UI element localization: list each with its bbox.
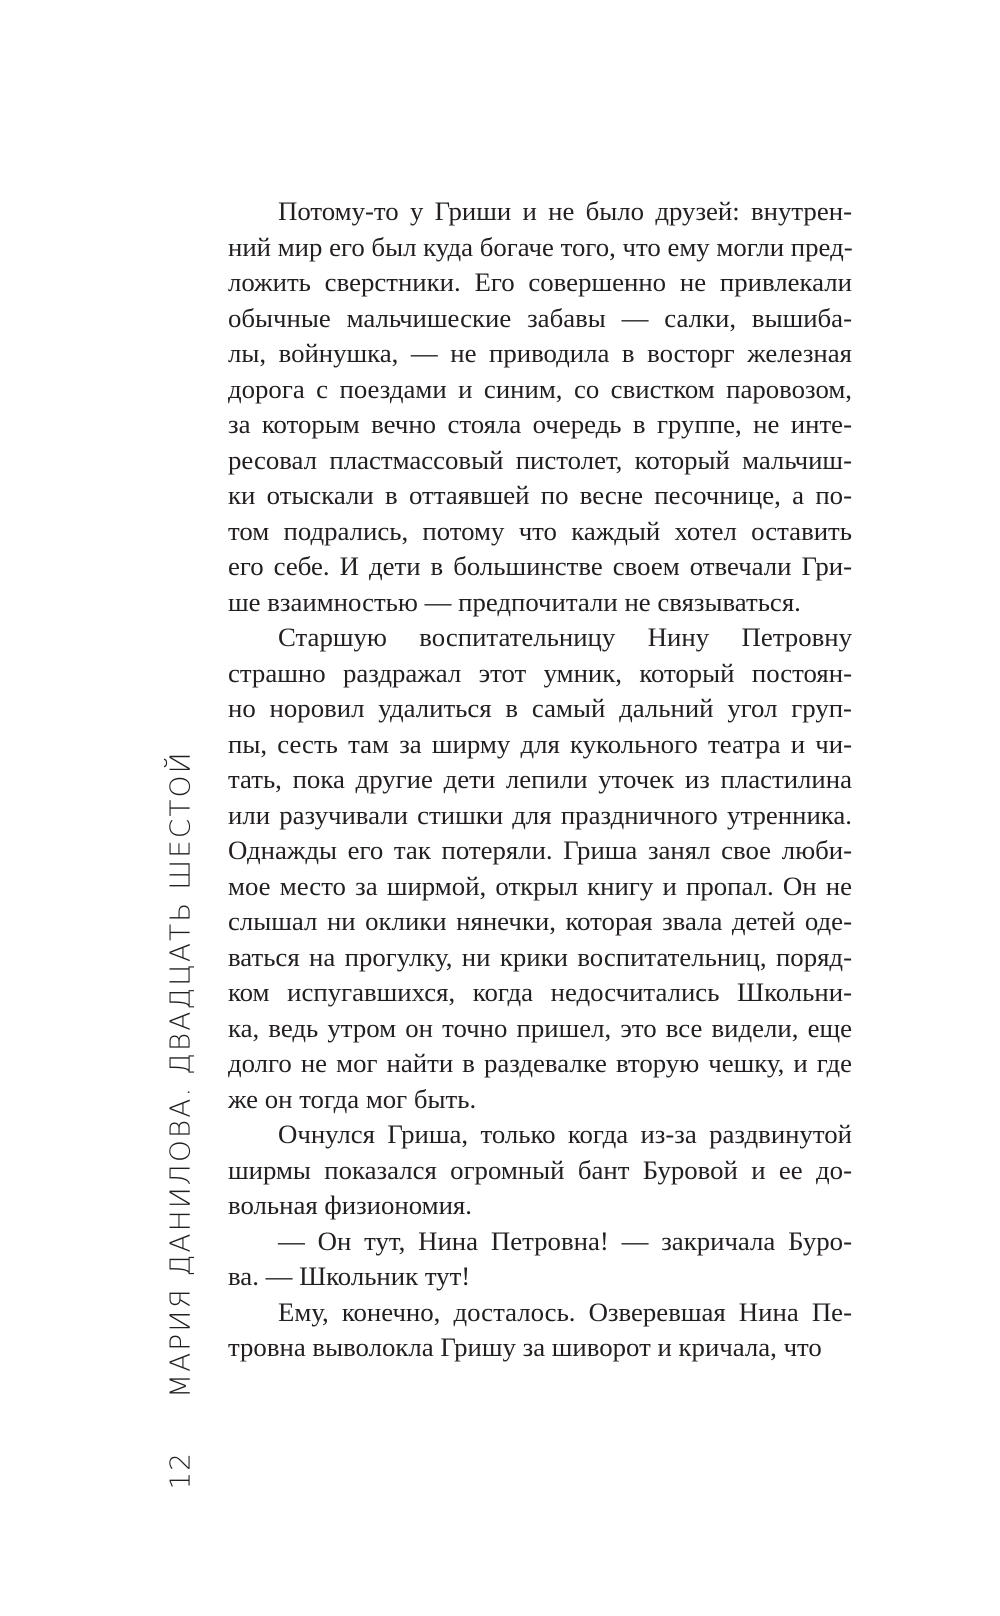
text-line: вольная физиономия.	[228, 1190, 472, 1220]
text-line: лы, войнушка, — не приводила в восторг железная	[228, 338, 852, 368]
text-line: том подрались, потому что каждый хотел оставить	[228, 515, 852, 546]
text-line: Ему, конечно, досталось. Озверевшая Нина Пе-	[278, 1296, 852, 1327]
text-line: долго не мог найти в раздевалке вторую чешку, и где	[228, 1048, 852, 1078]
text-line: ки отыскали в оттаявшей по весне песочнице, а по-	[228, 480, 852, 510]
text-line: Потому-то у Гриши и не было друзей: внутрен-	[278, 196, 852, 226]
text-line: же он тогда мог быть.	[228, 1083, 477, 1114]
text-line: слышал ни оклики нянечки, которая звала детей оде-	[228, 906, 852, 936]
text-line: — Он тут, Нина Петровна! — закричала Буро-	[278, 1225, 852, 1256]
text-line: ширмы показался огромный бант Буровой и ее до-	[228, 1154, 852, 1185]
text-line: ка, ведь утром он точно пришел, это все видели, еще	[228, 1012, 852, 1043]
text-line: его себе. И дети в большинстве своем отвечали Гри-	[228, 551, 852, 581]
text-line: ресовал пластмассовый пистолет, который мальчиш-	[228, 444, 852, 475]
text-line: ваться на прогулку, ни крики воспитательниц, поряд-	[228, 941, 852, 972]
text-line: ком испугавшихся, когда недосчитались Школьни-	[228, 977, 852, 1007]
text-line: обычные мальчишеские забавы — салки, вышиба-	[228, 302, 852, 333]
text-line: ний мир его был куда богаче того, что ему могли пред-	[228, 231, 853, 262]
text-line: ложить сверстники. Его совершенно не привлекали	[228, 267, 852, 297]
text-line: мое место за ширмой, открыл книгу и пропал. Он не	[228, 870, 852, 901]
text-line: пы, сесть там за ширму для кукольного театра и чи-	[228, 728, 852, 759]
text-line: Очнулся Гриша, только когда из-за раздвинутой	[278, 1119, 852, 1149]
text-line: Однажды его так потеряли. Гриша занял свое люби-	[228, 835, 852, 865]
text-line: ше взаимностью — предпочитали не связываться.	[228, 586, 801, 617]
text-line: тать, пока другие дети лепили уточек из пластилина	[228, 764, 852, 794]
running-head-title: МАРИЯ ДАНИЛОВА. ДВАДЦАТЬ ШЕСТОЙ	[163, 750, 197, 1399]
page-number: 12	[163, 1452, 197, 1490]
text-line: или разучивали стишки для праздничного утренника.	[228, 799, 852, 830]
text-line: но норовил удалиться в самый дальний угол груп-	[228, 693, 852, 723]
body-text	[228, 194, 852, 1366]
running-head	[164, 750, 197, 1489]
text-line: дорога с поездами и синим, со свистком паровозом,	[228, 373, 852, 404]
text-line: ва. — Школьник тут!	[228, 1261, 471, 1291]
text-line: за которым вечно стояла очередь в группе, не инте-	[228, 409, 852, 439]
text-line: тровна выволокла Гришу за шиворот и кричала, что	[228, 1332, 822, 1362]
text-line: Старшую воспитательницу Нину Петровну	[278, 622, 852, 652]
text-line: страшно раздражал этот умник, который постоян-	[228, 657, 852, 688]
